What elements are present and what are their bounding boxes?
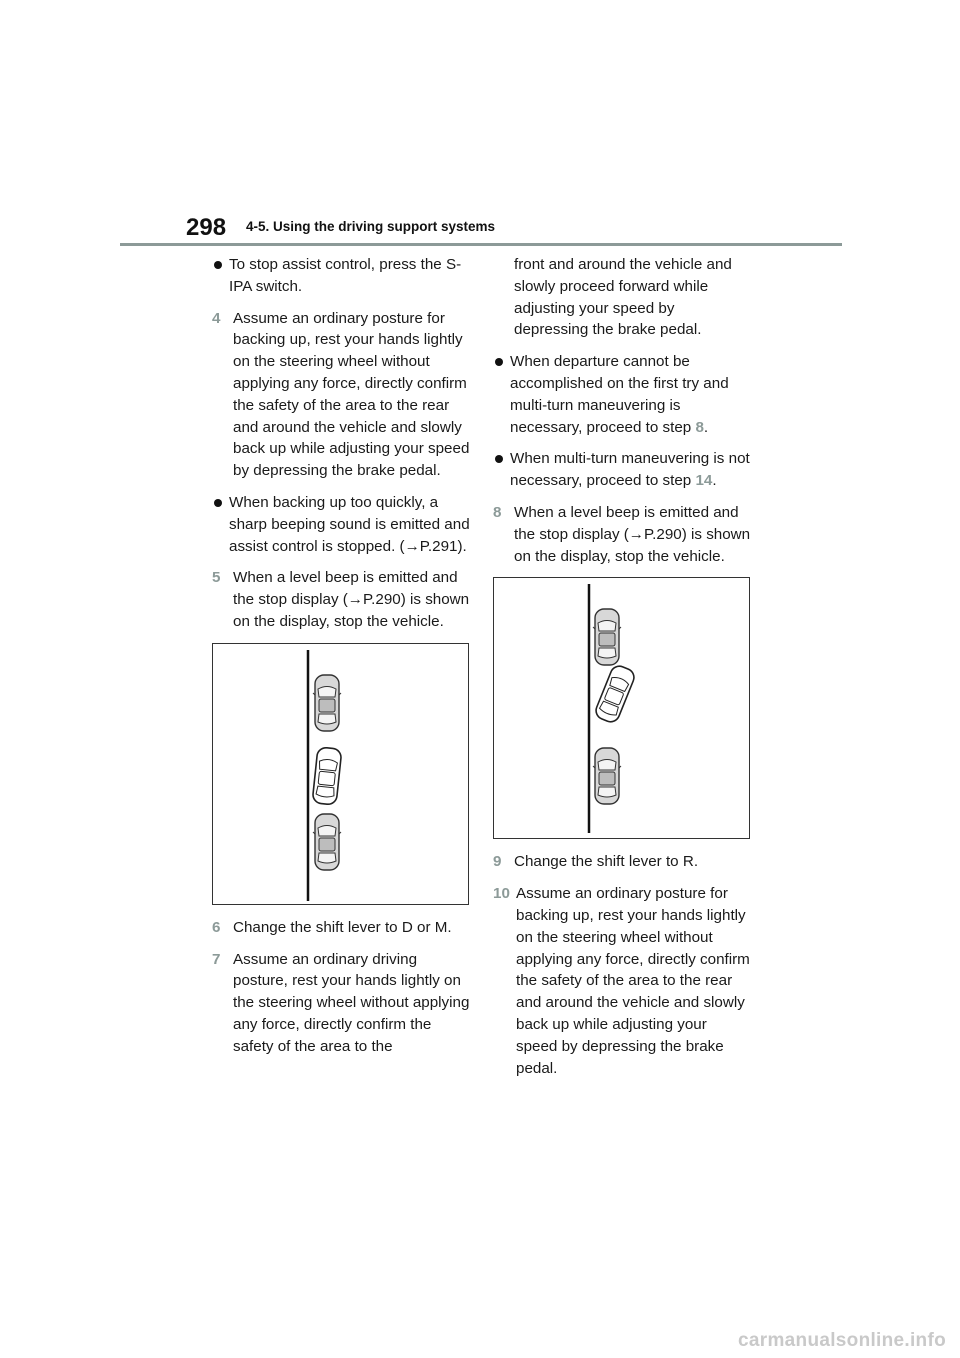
bullet-backing-too-quickly: [212, 492, 470, 557]
step-number: 10: [493, 885, 510, 903]
bullet-icon: [214, 499, 222, 507]
bullet-stop-assist: [212, 254, 470, 298]
bullet-multi-turn-not-needed: [493, 448, 751, 492]
left-column: [212, 254, 470, 1068]
bullet-text-body: When multi-turn maneuvering is not necessary, proceed to step: [510, 450, 750, 490]
bullet-icon: [495, 455, 503, 463]
step-text: Change the shift lever to D or M.: [233, 918, 452, 936]
step-7: [212, 949, 470, 1058]
step-8: [493, 502, 751, 567]
step-number: 9: [493, 853, 502, 871]
step-5: [212, 567, 470, 632]
bullet-text: When backing up too quickly, a sharp beeping sound is emitted and assist control is stopped. (→P.291).: [229, 493, 470, 555]
section-title: 4-5. Using the driving support systems: [246, 219, 496, 234]
page-number: 298: [186, 214, 227, 241]
bullet-text: To stop assist control, press the S-IPA switch.: [229, 256, 462, 295]
step-10: [493, 883, 751, 1079]
step-text: front and around the vehicle and slowly proceed forward while adjusting your speed by depressing the brake pedal.: [514, 256, 732, 339]
parking-illustration: [213, 644, 468, 904]
bullet-icon: [495, 358, 503, 366]
right-column: [493, 254, 751, 1089]
step-4: [212, 308, 470, 482]
step-text: When a level beep is emitted and the stop display (→P.290) is shown on the display, stop the vehicle.: [233, 569, 470, 630]
watermark: carmanualsonline.info: [738, 1330, 946, 1351]
step-number: 4: [212, 309, 221, 327]
step-9: [493, 851, 751, 873]
bullet-multi-turn-needed: [493, 351, 751, 438]
step-reference: 8: [695, 418, 704, 436]
step-number: 5: [212, 569, 221, 587]
step-number: 7: [212, 950, 221, 968]
step-reference: 14: [695, 472, 713, 490]
step-number: 8: [493, 503, 502, 521]
parking-diagram-1: [212, 643, 469, 905]
bullet-text: When multi-turn maneuvering is not necessary, proceed to step 14.: [510, 450, 750, 490]
step-text: Assume an ordinary posture for backing up, rest your hands lightly on the steering wheel without applying any force, directly confirm the safety of the area to the rear and around the vehicle and slowly back up while adjusting your speed by depressing the brake pedal.: [516, 885, 750, 1077]
bullet-text-body: When departure cannot be accomplished on the first try and multi-turn maneuvering is necessary, proceed to step: [510, 353, 729, 436]
header-divider: [120, 243, 842, 246]
step-text: Change the shift lever to R.: [514, 853, 699, 871]
step-text: When a level beep is emitted and the stop display (→P.290) is shown on the display, stop the vehicle.: [514, 503, 751, 565]
step-text: Assume an ordinary driving posture, rest your hands lightly on the steering wheel without applying any force, directly confirm the safety of the area to the: [233, 950, 470, 1055]
bullet-text: When departure cannot be accomplished on the first try and multi-turn maneuvering is necessary, proceed to step 8.: [510, 353, 729, 436]
step-6: [212, 917, 470, 939]
parking-diagram-2: [493, 577, 750, 839]
bullet-icon: [214, 261, 222, 269]
step-number: 6: [212, 918, 221, 936]
parking-illustration: [494, 578, 749, 838]
step-text: Assume an ordinary posture for backing up, rest your hands lightly on the steering wheel without applying any force, directly confirm the safety of the area to the rear and around the vehicle and slowly back up while adjusting your speed by depressing the brake pedal.: [233, 309, 470, 480]
step-7-continued: [493, 254, 751, 341]
